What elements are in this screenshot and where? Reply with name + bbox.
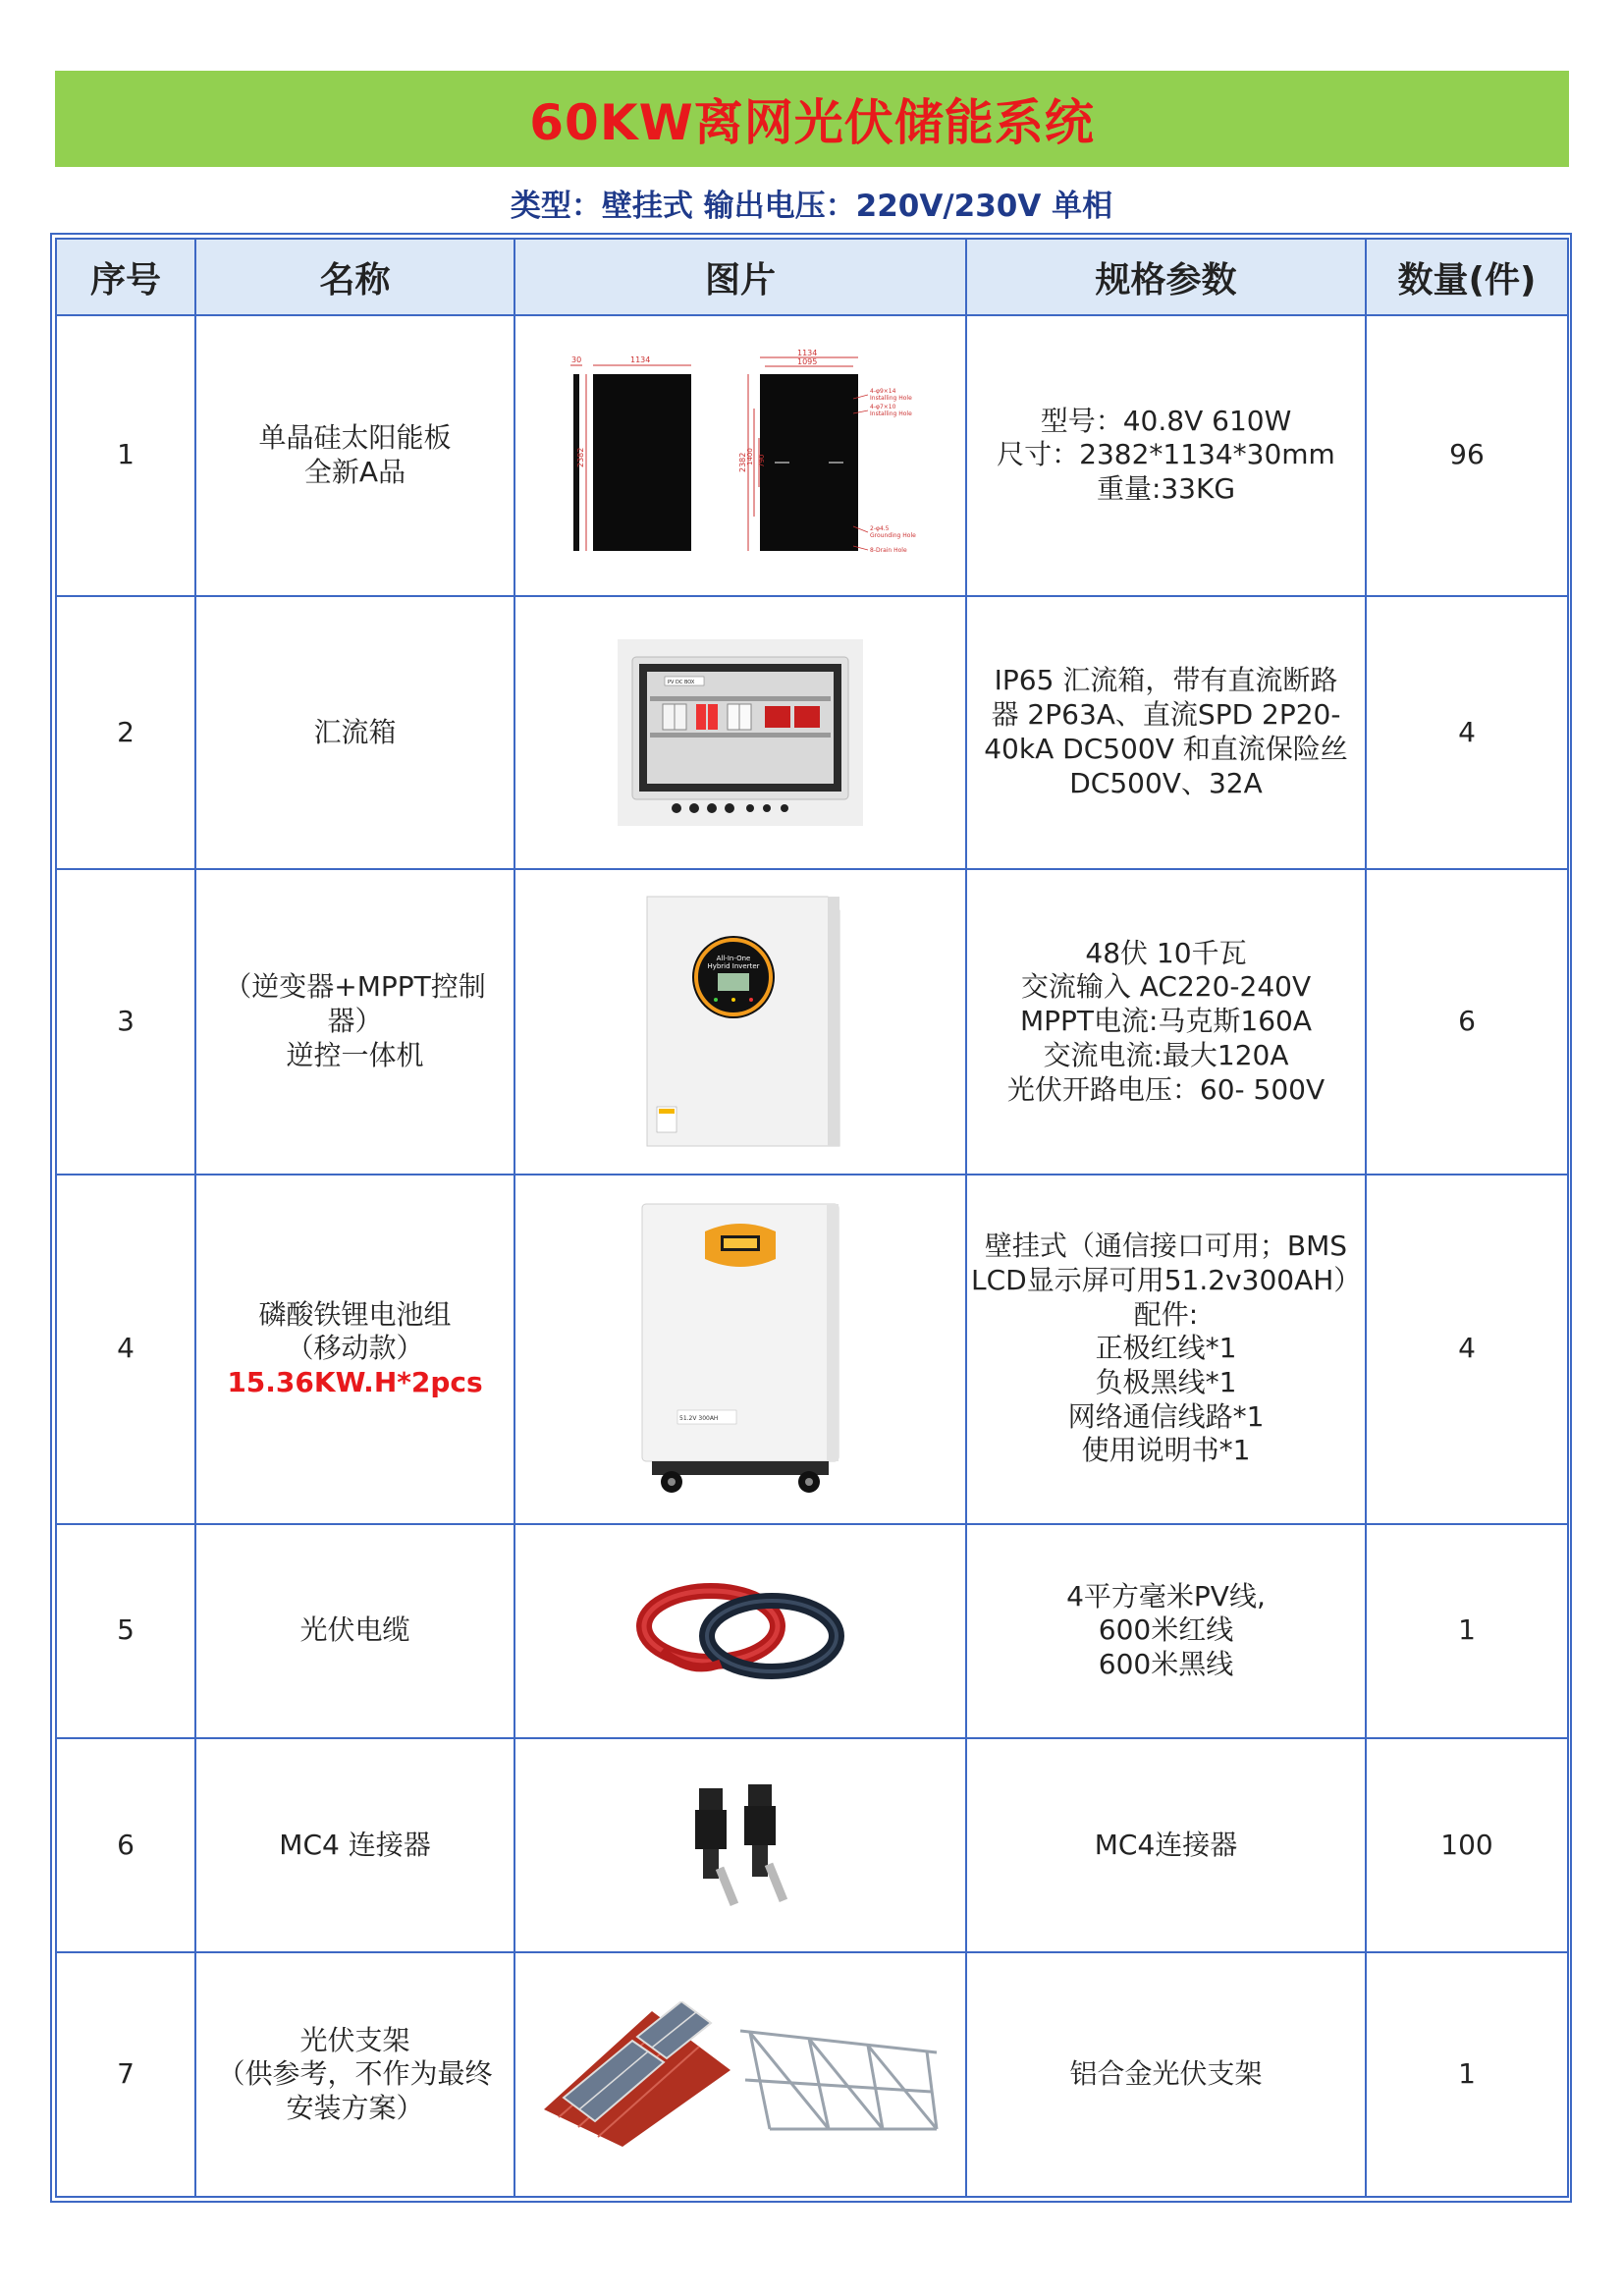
table-row — [56, 1524, 1568, 1738]
svg-text:Hybrid Inverter: Hybrid Inverter — [706, 962, 760, 971]
header-qty: 数量(件) — [1366, 239, 1568, 315]
spec-line: 600米黑线 — [1098, 1648, 1234, 1681]
row-spec — [966, 1738, 1366, 1952]
row-qty: 6 — [1366, 869, 1568, 1175]
name-line: （逆变器+MPPT控制 — [224, 970, 486, 1004]
spec-line: 型号：40.8V 610W — [1040, 404, 1292, 437]
spec-line: 使用说明书*1 — [1081, 1434, 1251, 1467]
spec-line: 40kA DC500V 和直流保险丝 — [984, 732, 1348, 765]
row-image — [514, 315, 966, 596]
name-line: MC4 连接器 — [279, 1828, 431, 1861]
row-qty: 100 — [1366, 1738, 1568, 1952]
title-banner — [55, 71, 1569, 167]
svg-text:30: 30 — [571, 355, 582, 365]
svg-text:Installing Hole: Installing Hole — [870, 410, 912, 418]
spec-line: DC500V、32A — [1069, 766, 1263, 799]
svg-text:790: 790 — [758, 454, 766, 468]
svg-text:Installing Hole: Installing Hole — [870, 395, 912, 403]
header-spec: 规格参数 — [966, 239, 1366, 315]
table-row — [56, 596, 1568, 870]
spec-line: 负极黑线*1 — [1095, 1366, 1237, 1399]
svg-text:1134: 1134 — [630, 355, 651, 365]
spec-line: 4平方毫米PV线, — [1066, 1579, 1266, 1613]
row-spec — [966, 596, 1366, 870]
spec-line: MC4连接器 — [1094, 1828, 1238, 1861]
svg-text:2382: 2382 — [738, 452, 747, 473]
row-name — [195, 1175, 514, 1524]
spec-line: 尺寸：2382*1134*30mm — [997, 438, 1335, 471]
table-header-row — [56, 239, 1568, 315]
row-image — [514, 596, 966, 870]
pv-mounting-bracket-image — [534, 2001, 947, 2149]
name-line: 逆控一体机 — [286, 1038, 424, 1071]
row-qty: 4 — [1366, 596, 1568, 870]
spec-line: 光伏开路电压：60- 500V — [1006, 1072, 1325, 1106]
spec-line: 交流电流:最大120A — [1043, 1038, 1289, 1071]
spec-line: 器 2P63A、直流SPD 2P20- — [991, 698, 1341, 732]
row-image — [514, 1952, 966, 2197]
table-row — [56, 869, 1568, 1175]
spec-line: 交流输入 AC220-240V — [1020, 970, 1312, 1004]
name-line: 汇流箱 — [313, 715, 397, 748]
page-subtitle: 类型：壁挂式 输出电压：220V/230V 单相 — [510, 189, 1113, 224]
row-index: 2 — [56, 596, 195, 870]
row-name — [195, 1738, 514, 1952]
table-row — [56, 1738, 1568, 1952]
name-line: 全新A品 — [303, 455, 406, 488]
combiner-box-image — [618, 639, 863, 826]
name-line: （移动款） — [286, 1332, 424, 1365]
name-line: 光伏电缆 — [299, 1613, 410, 1647]
row-spec — [966, 315, 1366, 596]
row-spec — [966, 1175, 1366, 1524]
row-image — [514, 1524, 966, 1738]
spec-line: LCD显示屏可用51.2v300AH） — [971, 1263, 1362, 1296]
battery-image — [632, 1202, 848, 1497]
product-table — [55, 238, 1569, 2198]
row-name — [195, 1524, 514, 1738]
pv-cable-image — [632, 1567, 848, 1695]
spec-line: 48伏 10千瓦 — [1085, 936, 1247, 969]
spec-line: 铝合金光伏支架 — [1069, 2057, 1263, 2091]
svg-text:8-Drain Hole: 8-Drain Hole — [870, 547, 907, 555]
row-qty: 1 — [1366, 1952, 1568, 2197]
header-index: 序号 — [56, 239, 195, 315]
page-title: 60KW离网光伏储能系统 — [529, 94, 1095, 151]
name-line: （供参考，不作为最终 — [217, 2057, 493, 2091]
row-index: 5 — [56, 1524, 195, 1738]
row-image — [514, 1738, 966, 1952]
row-index: 1 — [56, 315, 195, 596]
spec-line: MPPT电流:马克斯160A — [1019, 1005, 1313, 1038]
product-table-frame — [50, 233, 1572, 2203]
row-qty: 1 — [1366, 1524, 1568, 1738]
row-name — [195, 1952, 514, 2197]
spec-line: 配件: — [1133, 1297, 1199, 1331]
name-line: 磷酸铁锂电池组 — [258, 1297, 452, 1331]
name-line: 光伏支架 — [299, 2023, 410, 2056]
header-image: 图片 — [514, 239, 966, 315]
header-name: 名称 — [195, 239, 514, 315]
svg-text:4-φ9×14: 4-φ9×14 — [870, 388, 896, 396]
row-index: 7 — [56, 1952, 195, 2197]
svg-text:Grounding Hole: Grounding Hole — [870, 532, 916, 540]
name-line: 安装方案） — [286, 2092, 424, 2125]
hybrid-inverter-image — [635, 889, 846, 1154]
row-spec — [966, 1952, 1366, 2197]
svg-text:PV DC BOX: PV DC BOX — [668, 679, 695, 685]
row-index: 6 — [56, 1738, 195, 1952]
spec-line: 正极红线*1 — [1095, 1332, 1237, 1365]
spec-line: 壁挂式（通信接口可用；BMS — [984, 1230, 1348, 1263]
name-line: 器） — [327, 1005, 383, 1038]
row-spec — [966, 869, 1366, 1175]
svg-text:2-φ4.5: 2-φ4.5 — [870, 525, 890, 533]
spec-line: 网络通信线路*1 — [1067, 1399, 1265, 1433]
solar-panel-drawing-image — [554, 350, 927, 561]
svg-text:51.2V 300AH: 51.2V 300AH — [679, 1414, 719, 1422]
row-spec — [966, 1524, 1366, 1738]
svg-text:1095: 1095 — [797, 357, 818, 367]
row-name — [195, 315, 514, 596]
row-index: 4 — [56, 1175, 195, 1524]
row-qty: 4 — [1366, 1175, 1568, 1524]
svg-text:All-In-One: All-In-One — [716, 955, 750, 963]
name-line: 单晶硅太阳能板 — [258, 421, 452, 455]
svg-text:1400: 1400 — [746, 448, 754, 466]
row-image — [514, 869, 966, 1175]
mc4-connector-image — [652, 1777, 829, 1914]
row-name — [195, 869, 514, 1175]
table-row — [56, 1175, 1568, 1524]
spec-line: IP65 汇流箱，带有直流断路 — [994, 664, 1338, 697]
row-qty: 96 — [1366, 315, 1568, 596]
name-capacity-highlight: 15.36KW.H*2pcs — [227, 1366, 483, 1399]
row-name — [195, 596, 514, 870]
svg-text:1134: 1134 — [797, 350, 818, 358]
spec-line: 重量:33KG — [1096, 472, 1236, 506]
svg-text:4-φ7×10: 4-φ7×10 — [870, 404, 896, 411]
row-image — [514, 1175, 966, 1524]
table-row — [56, 1952, 1568, 2197]
table-row — [56, 315, 1568, 596]
spec-line: 600米红线 — [1098, 1613, 1234, 1647]
row-index: 3 — [56, 869, 195, 1175]
svg-text:2382: 2382 — [576, 447, 585, 468]
